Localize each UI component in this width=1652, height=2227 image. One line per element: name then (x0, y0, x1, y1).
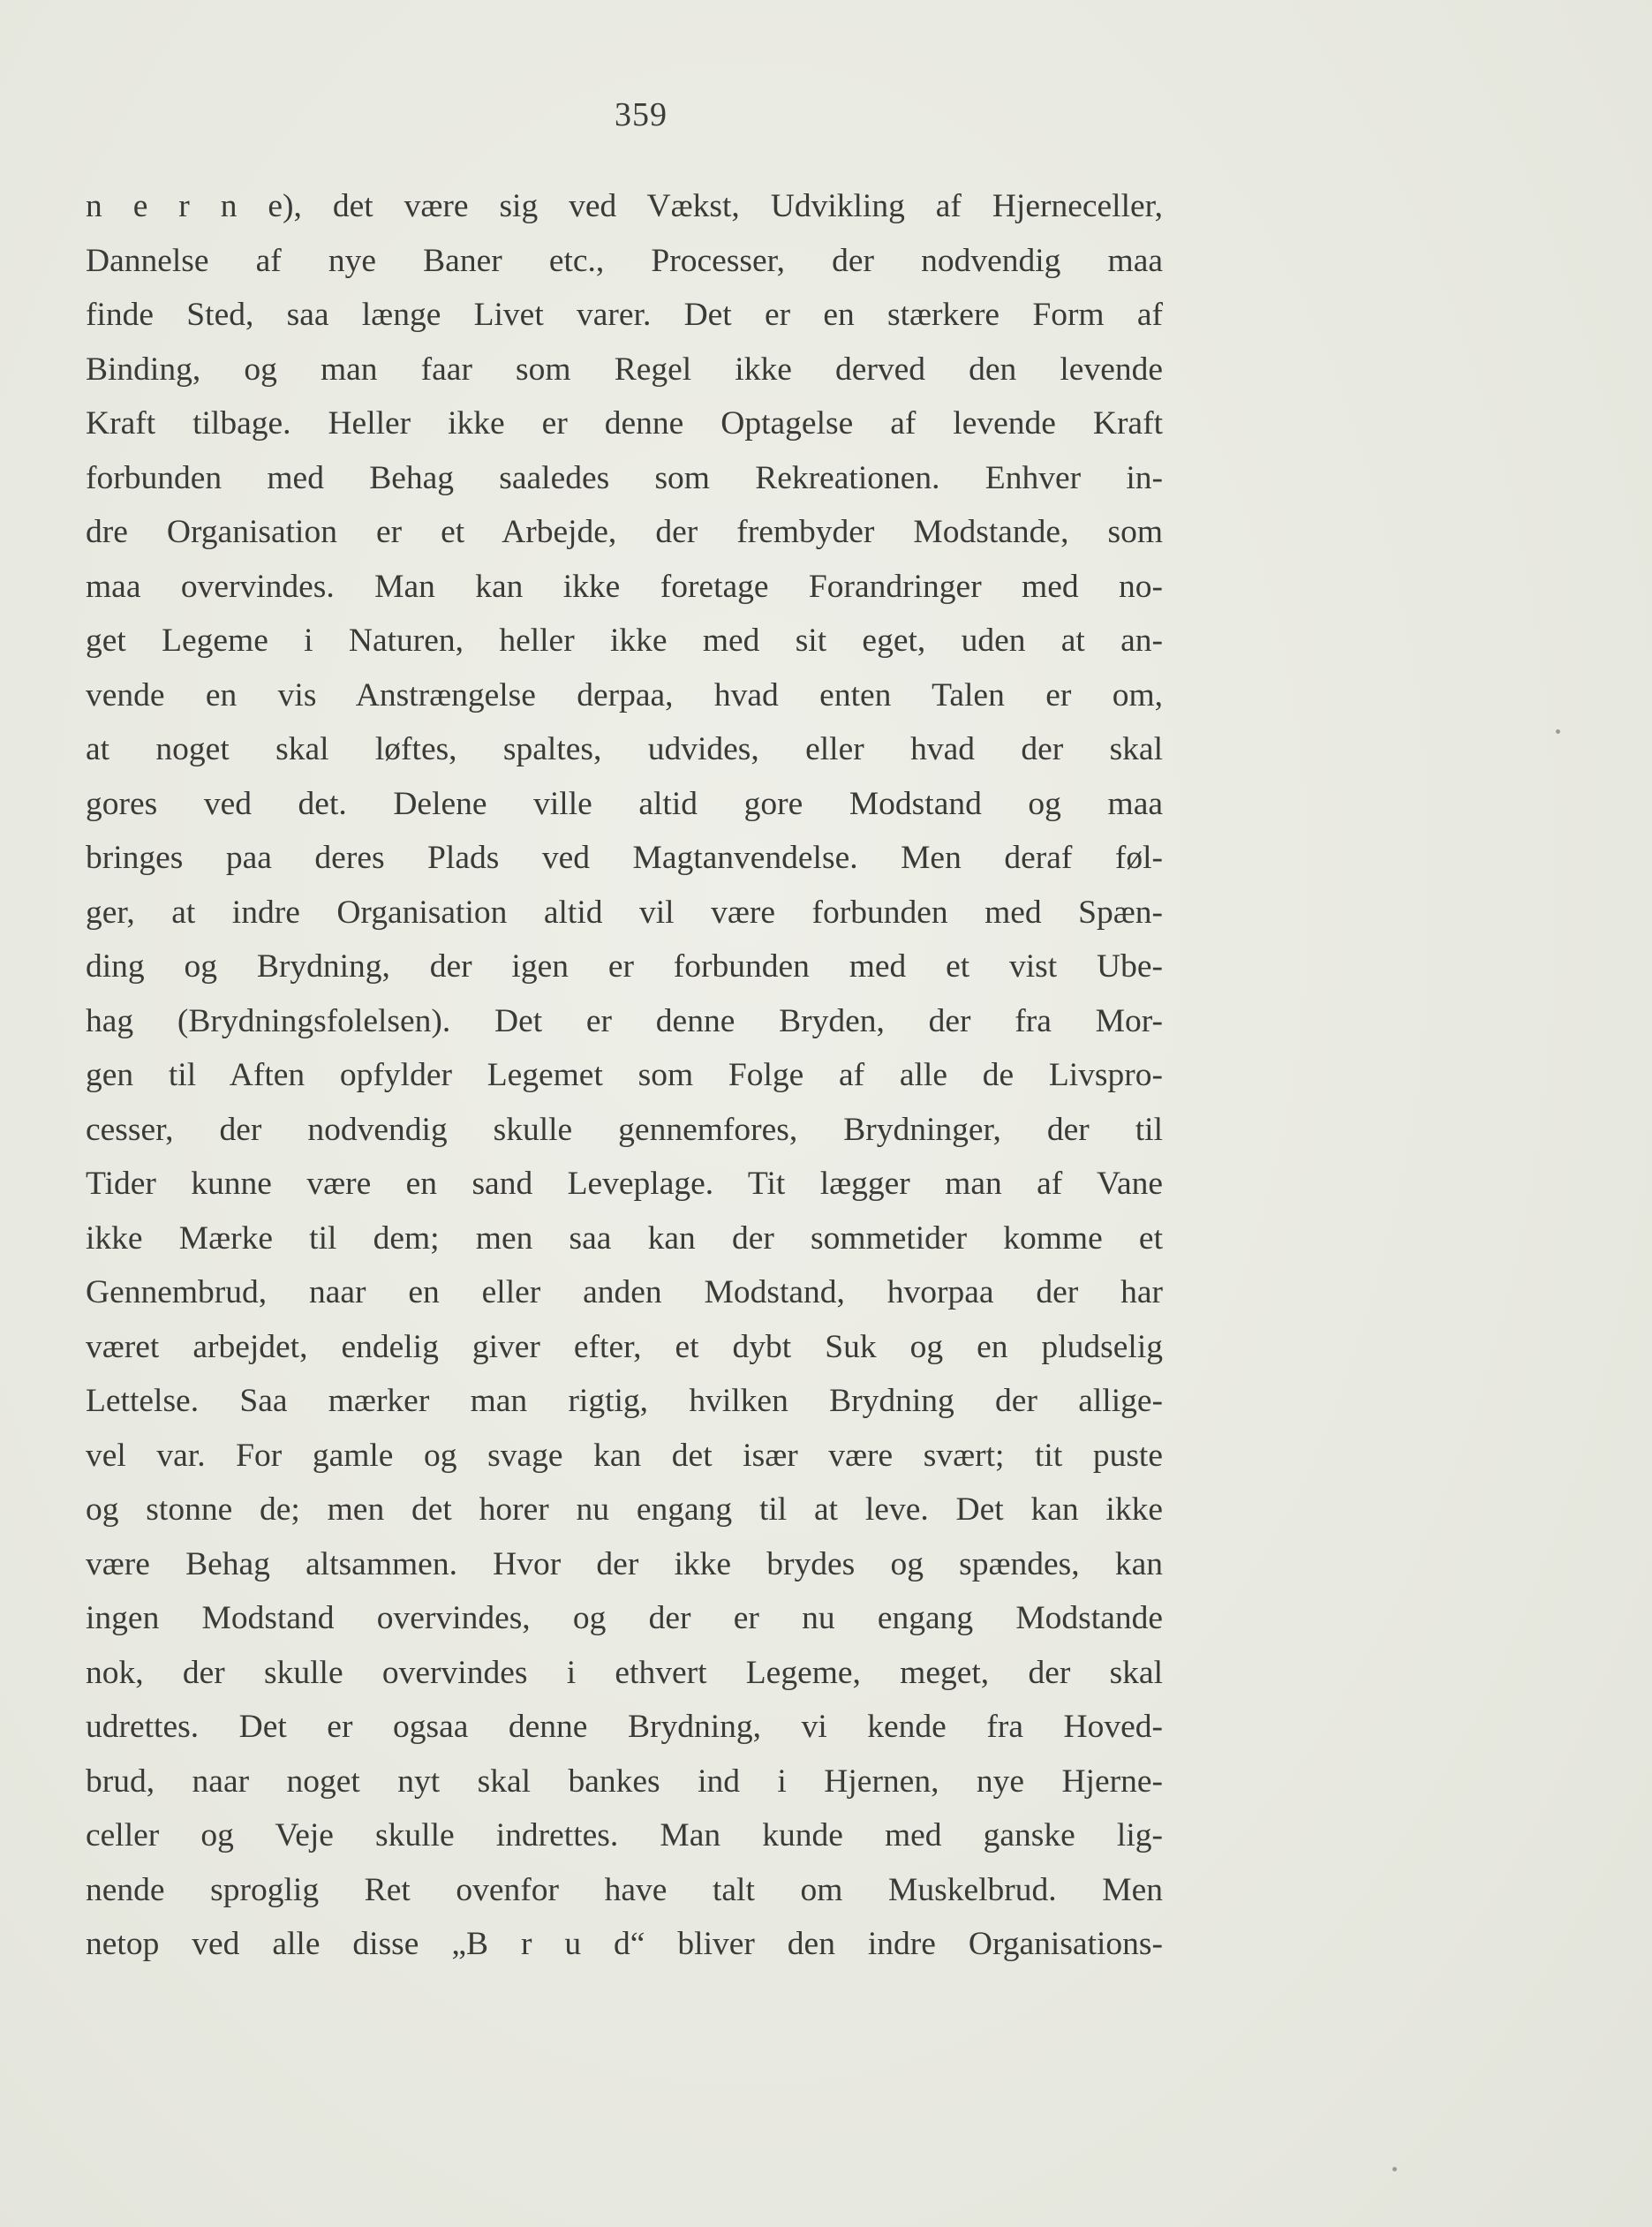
text-line: gores ved det. Delene ville altid gore Modstand og maa (86, 785, 1163, 822)
text-line: cesser, der nodvendig skulle gennemfores, Brydninger, der til (86, 1111, 1163, 1148)
text-line: Kraft tilbage. Heller ikke er denne Optagelse af levende Kraft (86, 405, 1163, 442)
text-line: bringes paa deres Plads ved Magtanvendelse. Men deraf føl- (86, 840, 1163, 876)
text-line: ger, at indre Organisation altid vil være forbunden med Spæn- (86, 894, 1163, 931)
text-line: vel var. For gamle og svage kan det især være svært; tit puste (86, 1437, 1163, 1474)
text-line: Binding, og man faar som Regel ikke derved den levende (86, 351, 1163, 388)
paper-speck (1556, 729, 1560, 734)
text-line: at noget skal løftes, spaltes, udvides, eller hvad der skal (86, 731, 1163, 767)
text-line: Lettelse. Saa mærker man rigtig, hvilken Brydning der allige- (86, 1383, 1163, 1419)
text-line: vende en vis Anstrængelse derpaa, hvad enten Talen er om, (86, 676, 1163, 713)
text-line: ingen Modstand overvindes, og der er nu engang Modstande (86, 1600, 1163, 1636)
text-line: finde Sted, saa længe Livet varer. Det er en stærkere Form af (86, 297, 1163, 333)
text-line: nok, der skulle overvindes i ethvert Legeme, meget, der skal (86, 1654, 1163, 1691)
text-line: celler og Veje skulle indrettes. Man kunde med ganske lig- (86, 1817, 1163, 1853)
text-line: forbunden med Behag saaledes som Rekreationen. Enhver in- (86, 459, 1163, 496)
text-line: get Legeme i Naturen, heller ikke med sit eget, uden at an- (86, 623, 1163, 659)
text-line: n e r n e), det være sig ved Vækst, Udvikling af Hjerneceller, (86, 188, 1163, 224)
text-line: ding og Brydning, der igen er forbunden med et vist Ube- (86, 948, 1163, 985)
text-line: udrettes. Det er ogsaa denne Brydning, vi kende fra Hoved- (86, 1709, 1163, 1745)
text-line: og stonne de; men det horer nu engang til at leve. Det kan ikke (86, 1491, 1163, 1528)
text-line: maa overvindes. Man kan ikke foretage Forandringer med no- (86, 568, 1163, 605)
text-line: Tider kunne være en sand Leveplage. Tit lægger man af Vane (86, 1166, 1163, 1202)
text-line: brud, naar noget nyt skal bankes ind i Hjernen, nye Hjerne- (86, 1763, 1163, 1800)
page-number: 359 (615, 96, 668, 133)
text-line: hag (Brydningsfolelsen). Det er denne Bryden, der fra Mor- (86, 1002, 1163, 1039)
text-line: været arbejdet, endelig giver efter, et dybt Suk og en pludselig (86, 1328, 1163, 1365)
text-line: dre Organisation er et Arbejde, der frembyder Modstande, som (86, 514, 1163, 550)
text-line: ikke Mærke til dem; men saa kan der sommetider komme et (86, 1219, 1163, 1257)
text-line: være Behag altsammen. Hvor der ikke brydes og spændes, kan (86, 1545, 1163, 1582)
body-text (86, 179, 1163, 1972)
paper-speck (1392, 2167, 1397, 2171)
text-line: netop ved alle disse „B r u d“ bliver den indre Organisations- (86, 1926, 1163, 1962)
text-line: nende sproglig Ret ovenfor have talt om Muskelbrud. Men (86, 1871, 1163, 1908)
text-line: gen til Aften opfylder Legemet som Folge af alle de Livspro- (86, 1057, 1163, 1093)
text-line: Gennembrud, naar en eller anden Modstand, hvorpaa der har (86, 1274, 1163, 1310)
text-line: Dannelse af nye Baner etc., Processer, der nodvendig maa (86, 242, 1163, 279)
